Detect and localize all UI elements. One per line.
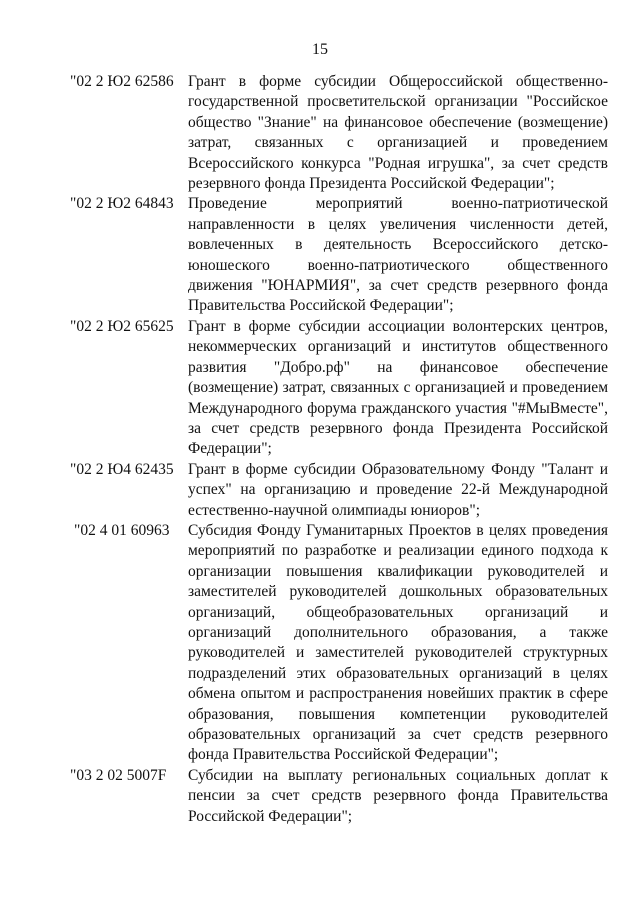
budget-code: "03 2 02 5007F [70, 766, 167, 784]
entry-description: Субсидии на выплату региональных социальных доплат к пенсии за счет средств резервного фонда Правительства Российской Федерации"; [188, 766, 608, 825]
entry-description: Грант в форме субсидии Общероссийской общественно-государственной просветительской организации "Российское общество "Знание" на финансовое обеспечение (возмещение) затрат, связанных с организацией и проведением Всероссийского конкурса "Родная игрушка", за счет средств резервного фонда Президента Российской Федерации"; [188, 73, 608, 193]
budget-code: "02 2 Ю2 62586 [70, 73, 174, 90]
entry-description: Субсидия Фонду Гуманитарных Проектов в целях проведения мероприятий по разработке и реализации единого подхода к организации повышения квалификации руководителей и заместителей руководителей дошкольных образовательных организаций, общеобразовательных организаций и организаций дополнительного образования, а также руководителей и заместителей руководителей структурных подразделений этих образовательных организаций в целях обмена опытом и распространения новейших практик в сфере образования, повышения компетенции руководителей образовательных организаций за счет средств резервного фонда Правительства Российской Федерации"; [188, 521, 608, 764]
budget-code: "02 4 01 60963 [74, 521, 170, 539]
list-item [0, 72, 640, 194]
budget-code: "02 2 Ю2 65625 [70, 317, 174, 335]
list-item [0, 766, 640, 827]
entry-description: Проведение мероприятий военно-патриотической направленности в целях увеличения численности детей, вовлеченных в деятельность Всероссийского детско-юношеского военно-патриотического общественного движения "ЮНАРМИЯ", за счет средств резервного фонда Правительства Российской Федерации"; [188, 195, 608, 315]
budget-code: "02 2 Ю2 64843 [70, 195, 174, 213]
entry-description: Грант в форме субсидии Образовательному Фонду "Талант и успех" на организацию и проведение 22-й Международной естественно-научной олимпиады юниоров"; [188, 460, 608, 519]
budget-code: "02 2 Ю4 62435 [70, 460, 174, 478]
page-number: 15 [312, 41, 328, 58]
entry-description: Грант в форме субсидии ассоциации волонтерских центров, некоммерческих организаций и институтов общественного развития "Добро.рф" на финансовое обеспечение (возмещение) затрат, связанных с организацией и проведением Международного форума гражданского участия "#МыВместе", за счет средств резервного фонда Президента Российской Федерации"; [188, 317, 608, 458]
list-item [0, 460, 640, 521]
list-item [0, 317, 640, 460]
list-item [0, 521, 640, 766]
code-list [0, 72, 640, 827]
list-item [0, 194, 640, 316]
